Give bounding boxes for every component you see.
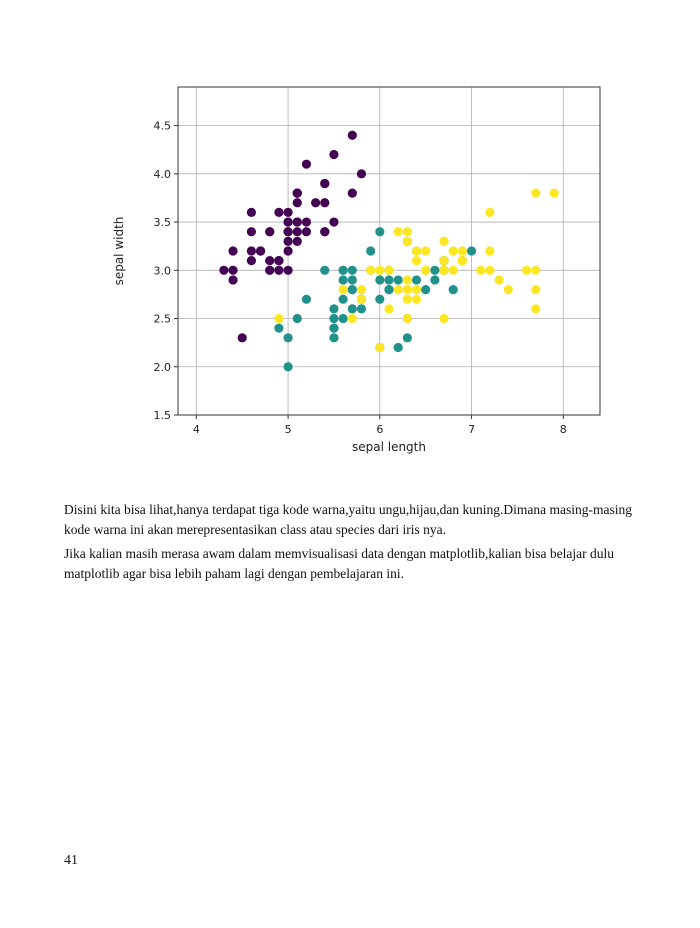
- data-point: [458, 256, 467, 265]
- data-point: [283, 237, 292, 246]
- data-point: [449, 285, 458, 294]
- x-tick-label: 7: [468, 423, 476, 436]
- data-point: [302, 295, 311, 304]
- data-point: [357, 304, 366, 313]
- data-point: [430, 275, 439, 284]
- data-point: [403, 237, 412, 246]
- data-point: [531, 285, 540, 294]
- data-point: [228, 275, 237, 284]
- data-point: [219, 266, 228, 275]
- body-paragraph: Disini kita bisa lihat,hanya terdapat tiga kode warna,yaitu ungu,hijau,dan kuning.Dimana masing-masing kode warna ini akan merepresentasikan class atau species dari iris nya.: [64, 502, 632, 537]
- data-point: [421, 285, 430, 294]
- data-point: [302, 160, 311, 169]
- data-point: [329, 150, 338, 159]
- data-point: [421, 266, 430, 275]
- data-point: [467, 246, 476, 255]
- data-point: [375, 343, 384, 352]
- data-point: [339, 285, 348, 294]
- data-point: [403, 333, 412, 342]
- data-point: [265, 256, 274, 265]
- y-tick-label: 1.5: [153, 409, 171, 422]
- data-point: [320, 198, 329, 207]
- data-point: [357, 169, 366, 178]
- data-point: [531, 189, 540, 198]
- data-point: [348, 285, 357, 294]
- data-point: [247, 256, 256, 265]
- data-point: [293, 314, 302, 323]
- y-axis-label: sepal width: [112, 216, 126, 286]
- data-point: [320, 227, 329, 236]
- data-point: [430, 266, 439, 275]
- data-point: [394, 343, 403, 352]
- y-tick-label: 3.0: [153, 264, 171, 278]
- data-point: [439, 266, 448, 275]
- data-point: [439, 256, 448, 265]
- data-point: [357, 295, 366, 304]
- data-point: [247, 227, 256, 236]
- data-point: [329, 324, 338, 333]
- y-tick-label: 3.5: [153, 216, 171, 230]
- data-point: [283, 333, 292, 342]
- data-point: [329, 304, 338, 313]
- data-point: [339, 275, 348, 284]
- data-point: [412, 285, 421, 294]
- data-point: [394, 275, 403, 284]
- data-point: [283, 227, 292, 236]
- data-point: [531, 266, 540, 275]
- data-point: [458, 246, 467, 255]
- data-point: [412, 275, 421, 284]
- data-point: [293, 198, 302, 207]
- data-point: [256, 246, 265, 255]
- data-point: [403, 275, 412, 284]
- data-point: [339, 266, 348, 275]
- data-point: [348, 266, 357, 275]
- data-point: [228, 246, 237, 255]
- data-point: [265, 266, 274, 275]
- data-point: [412, 246, 421, 255]
- x-tick-label: 5: [284, 423, 292, 436]
- data-point: [348, 314, 357, 323]
- data-point: [494, 275, 503, 284]
- data-point: [485, 266, 494, 275]
- x-tick-label: 8: [559, 423, 567, 436]
- data-point: [247, 208, 256, 217]
- data-point: [384, 275, 393, 284]
- x-tick-label: 4: [192, 423, 200, 436]
- x-axis-label: sepal length: [351, 440, 427, 454]
- data-point: [339, 295, 348, 304]
- data-point: [311, 198, 320, 207]
- scatter-chart: [100, 75, 620, 465]
- data-point: [403, 314, 412, 323]
- data-point: [384, 266, 393, 275]
- data-point: [274, 314, 283, 323]
- data-point: [320, 266, 329, 275]
- data-point: [394, 227, 403, 236]
- data-point: [412, 256, 421, 265]
- data-point: [274, 256, 283, 265]
- data-point: [339, 314, 348, 323]
- data-point: [247, 246, 256, 255]
- scatter-points: [219, 131, 558, 372]
- data-point: [274, 208, 283, 217]
- data-point: [283, 208, 292, 217]
- data-point: [384, 285, 393, 294]
- y-tick-label: 2.0: [153, 360, 171, 374]
- data-point: [348, 189, 357, 198]
- data-point: [320, 179, 329, 188]
- data-point: [329, 217, 338, 226]
- plot-frame: [178, 87, 600, 415]
- data-point: [348, 131, 357, 140]
- grid-lines: [178, 87, 600, 415]
- data-point: [348, 304, 357, 313]
- axis-ticks: [154, 120, 567, 436]
- data-point: [550, 189, 559, 198]
- data-point: [329, 333, 338, 342]
- data-point: [228, 266, 237, 275]
- data-point: [265, 227, 274, 236]
- data-point: [403, 227, 412, 236]
- data-point: [293, 189, 302, 198]
- x-tick-label: 6: [376, 423, 384, 436]
- data-point: [302, 227, 311, 236]
- data-point: [439, 314, 448, 323]
- data-point: [283, 362, 292, 371]
- data-point: [293, 227, 302, 236]
- data-point: [348, 275, 357, 284]
- data-point: [375, 275, 384, 284]
- data-point: [384, 304, 393, 313]
- data-point: [293, 217, 302, 226]
- data-point: [421, 246, 430, 255]
- data-point: [329, 314, 338, 323]
- data-point: [274, 324, 283, 333]
- data-point: [357, 285, 366, 294]
- data-point: [283, 246, 292, 255]
- data-point: [449, 246, 458, 255]
- data-point: [449, 266, 458, 275]
- data-point: [412, 295, 421, 304]
- data-point: [485, 246, 494, 255]
- data-point: [274, 266, 283, 275]
- page-number: 41: [64, 853, 78, 868]
- y-tick-label: 2.5: [153, 312, 171, 326]
- y-tick-label: 4.5: [153, 119, 171, 133]
- data-point: [238, 333, 247, 342]
- data-point: [485, 208, 494, 217]
- y-tick-label: 4.0: [153, 167, 171, 181]
- data-point: [302, 217, 311, 226]
- data-point: [504, 285, 513, 294]
- data-point: [283, 266, 292, 275]
- data-point: [394, 285, 403, 294]
- data-point: [293, 237, 302, 246]
- data-point: [375, 266, 384, 275]
- data-point: [439, 237, 448, 246]
- data-point: [531, 304, 540, 313]
- data-point: [403, 295, 412, 304]
- data-point: [375, 295, 384, 304]
- data-point: [283, 217, 292, 226]
- data-point: [522, 266, 531, 275]
- data-point: [476, 266, 485, 275]
- body-paragraph: Jika kalian masih merasa awam dalam memvisualisasi data dengan matplotlib,kalian bisa belajar dulu matplotlib agar bisa lebih paham lagi dengan pembelajaran ini.: [64, 546, 614, 581]
- data-point: [375, 227, 384, 236]
- data-point: [403, 285, 412, 294]
- data-point: [366, 266, 375, 275]
- data-point: [366, 246, 375, 255]
